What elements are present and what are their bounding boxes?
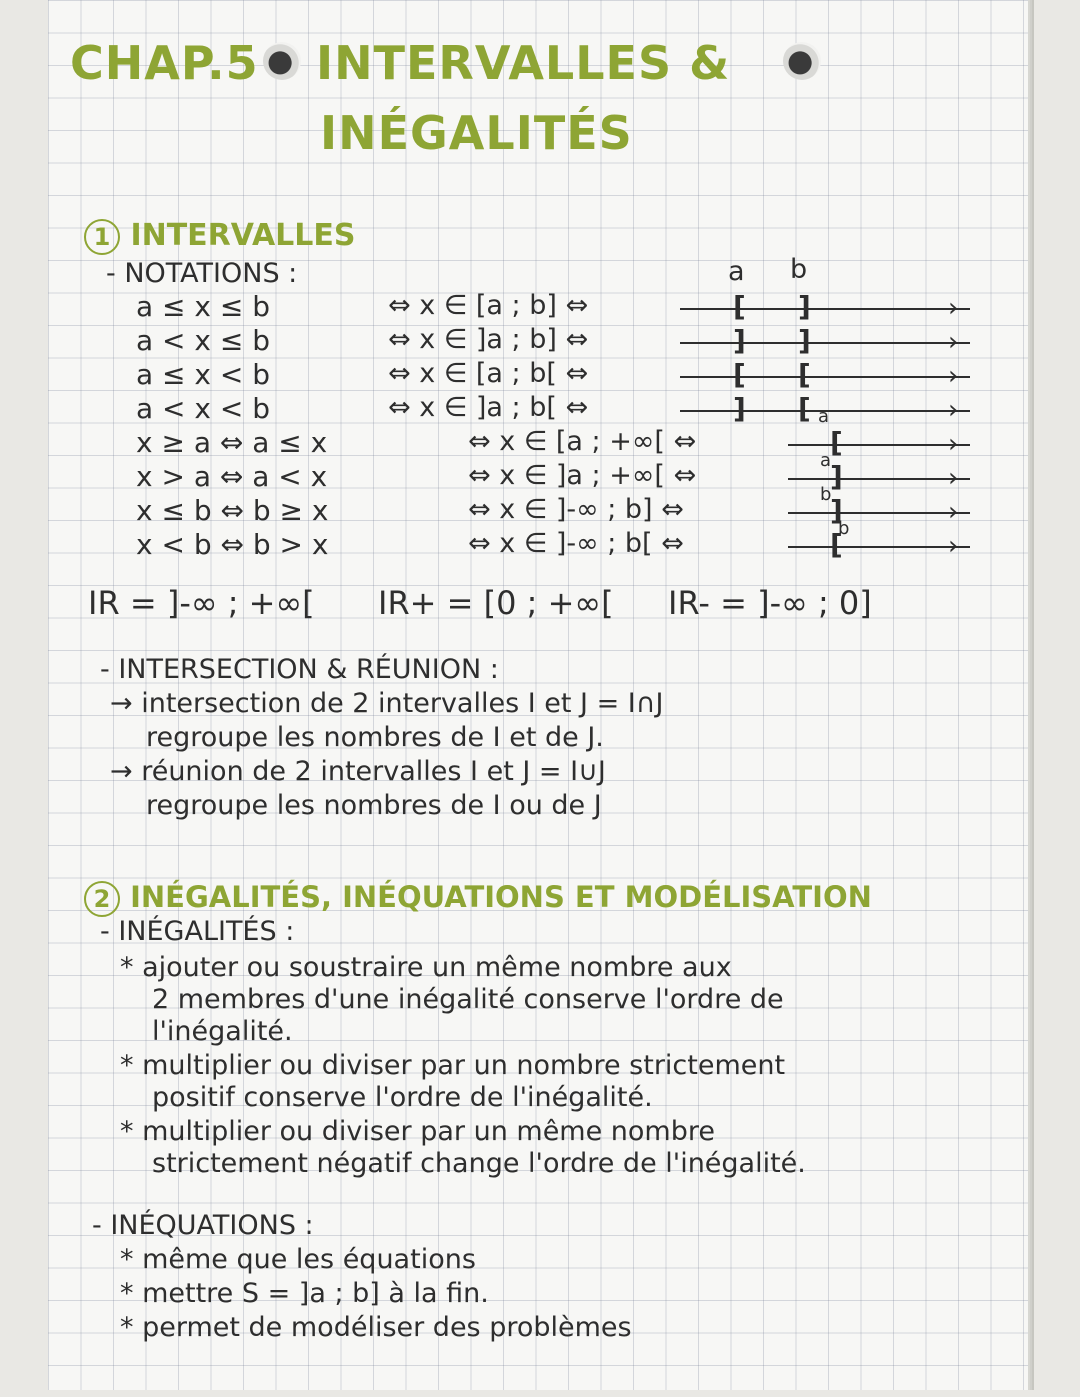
interval-notation: ⇔ x ∈ ]a ; b] ⇔ (388, 324, 589, 355)
right-bracket: [ (798, 358, 811, 391)
set-real: IR = ]-∞ ; +∞[ (88, 584, 315, 622)
chapter-label: CHAP.5 (70, 36, 259, 90)
number-line (788, 478, 970, 480)
arrow-right-icon: › (948, 429, 959, 459)
notation-row (48, 426, 1028, 460)
number-line (788, 546, 970, 548)
section1-heading (84, 218, 356, 255)
notation-row (48, 392, 1028, 426)
set-real-negative: IR- = ]-∞ ; 0] (668, 584, 872, 622)
inegalites-line: * multiplier ou diviser par un même nombre (120, 1116, 715, 1147)
intersection-line: → réunion de 2 intervalles I et J = I∪J (110, 756, 606, 787)
inequality: x ≤ b ⇔ b ≥ x (136, 494, 329, 527)
right-bracket: ] (798, 324, 811, 357)
number-line (680, 308, 970, 310)
number-line (680, 342, 970, 344)
punch-hole-left (263, 42, 301, 80)
left-bracket: ] (733, 324, 746, 357)
arrow-right-icon: › (948, 463, 959, 493)
intersection-line: regroupe les nombres de I ou de J (146, 790, 602, 821)
interval-notation: ⇔ x ∈ ]a ; b[ ⇔ (388, 392, 589, 423)
section2-number: 2 (84, 881, 120, 917)
intersection-label: - INTERSECTION & RÉUNION : (100, 654, 499, 685)
arrow-right-icon: › (948, 497, 959, 527)
arrow-right-icon: › (948, 327, 959, 357)
number-line (788, 444, 970, 446)
punch-hole-right (783, 42, 821, 80)
notation-row (48, 484, 1028, 528)
inequality: x < b ⇔ b > x (136, 528, 329, 561)
arrow-right-icon: › (948, 293, 959, 323)
inequality: a < x < b (136, 392, 271, 425)
inequations-line: * mettre S = ]a ; b] à la fin. (120, 1278, 489, 1309)
inequations-line: * permet de modéliser des problèmes (120, 1312, 632, 1343)
notation-row (48, 358, 1028, 392)
notebook-page (48, 0, 1028, 1390)
inegalites-line: 2 membres d'une inégalité conserve l'ordre de (152, 984, 784, 1015)
inequality: a < x ≤ b (136, 324, 271, 357)
set-real-positive: IR+ = [0 ; +∞[ (378, 584, 614, 622)
intersection-line: → intersection de 2 intervalles I et J = I∩J (110, 688, 664, 719)
inegalites-label: - INÉGALITÉS : (100, 916, 295, 947)
left-bracket: [ (830, 426, 843, 459)
point-letter: b (838, 518, 850, 539)
point-letter: b (820, 484, 832, 505)
arrow-right-icon: › (948, 531, 959, 561)
inegalites-line: * multiplier ou diviser par un nombre strictement (120, 1050, 786, 1081)
inequality: x ≥ a ⇔ a ≤ x (136, 426, 328, 459)
inequality: x > a ⇔ a < x (136, 460, 328, 493)
arrow-right-icon: › (948, 395, 959, 425)
axis-label-a: a (728, 256, 745, 287)
interval-notation: ⇔ x ∈ ]-∞ ; b] ⇔ (468, 494, 684, 525)
number-line (680, 376, 970, 378)
notation-row (48, 290, 1028, 324)
inegalites-line: strictement négatif change l'ordre de l'inégalité. (152, 1148, 806, 1179)
left-bracket: ] (733, 392, 746, 425)
page-title-line1: INTERVALLES & (316, 36, 731, 90)
notation-row (48, 324, 1028, 358)
inequations-line: * même que les équations (120, 1244, 476, 1275)
left-bracket: [ (733, 290, 746, 323)
section2-heading (84, 880, 872, 917)
left-bracket: ] (830, 494, 843, 527)
inequations-label: - INÉQUATIONS : (92, 1210, 314, 1241)
section1-title: INTERVALLES (130, 218, 356, 253)
notation-row (48, 450, 1028, 494)
interval-notation: ⇔ x ∈ [a ; b[ ⇔ (388, 358, 589, 389)
interval-notation: ⇔ x ∈ [a ; +∞[ ⇔ (468, 426, 697, 457)
intersection-line: regroupe les nombres de I et de J. (146, 722, 604, 753)
notations-label: - NOTATIONS : (106, 258, 298, 289)
inegalites-line: l'inégalité. (152, 1016, 293, 1047)
right-bracket: ] (798, 290, 811, 323)
notation-row (48, 518, 1028, 562)
page-title-line2: INÉGALITÉS (320, 106, 633, 160)
inegalites-line: positif conserve l'ordre de l'inégalité. (152, 1082, 653, 1113)
right-bracket: [ (798, 392, 811, 425)
section2-title: INÉGALITÉS, INÉQUATIONS ET MODÉLISATION (130, 880, 872, 914)
point-letter: a (820, 450, 832, 471)
left-bracket: [ (733, 358, 746, 391)
interval-notation: ⇔ x ∈ [a ; b] ⇔ (388, 290, 589, 321)
interval-notation: ⇔ x ∈ ]a ; +∞[ ⇔ (468, 460, 697, 491)
arrow-right-icon: › (948, 361, 959, 391)
point-letter: a (818, 406, 830, 427)
inequality: a ≤ x < b (136, 358, 271, 391)
left-bracket: [ (830, 528, 843, 561)
inegalites-line: * ajouter ou soustraire un même nombre aux (120, 952, 732, 983)
axis-label-b: b (790, 254, 808, 285)
left-bracket: ] (830, 460, 843, 493)
number-line (788, 512, 970, 514)
section1-number: 1 (84, 219, 120, 255)
inequality: a ≤ x ≤ b (136, 290, 271, 323)
interval-notation: ⇔ x ∈ ]-∞ ; b[ ⇔ (468, 528, 684, 559)
